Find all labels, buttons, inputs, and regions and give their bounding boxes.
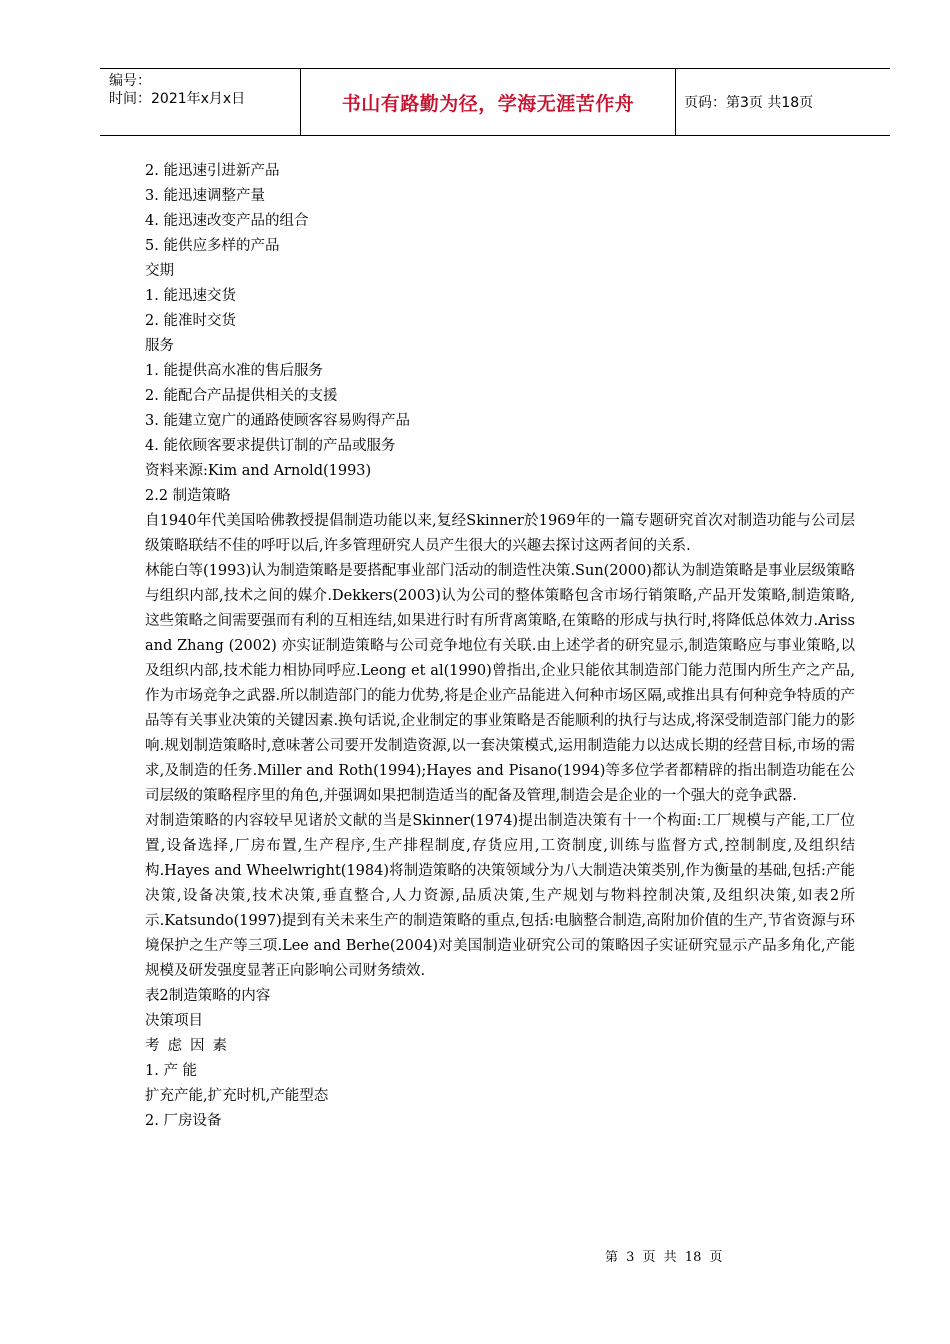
text-line: 4. 能依顾客要求提供订制的产品或服务 bbox=[145, 438, 396, 454]
section-label-service: 服务 bbox=[145, 338, 174, 354]
text-line: 1. 能迅速交货 bbox=[145, 288, 236, 304]
time-label: 时间：2021年x月x日 bbox=[109, 91, 246, 107]
document-body bbox=[145, 159, 855, 1134]
paragraph: 自1940年代美国哈佛教授提倡制造功能以来,复经Skinner於1969年的一篇专题研究首次对制造功能与公司层级策略联结不佳的呼吁以后,许多管理研究人员产生很大的兴趣去探讨这两者间的关系. bbox=[145, 513, 855, 554]
text-line: 2. 能配合产品提供相关的支援 bbox=[145, 388, 338, 404]
source-citation: 资料来源:Kim and Arnold(1993) bbox=[145, 463, 372, 479]
table-item: 1. 产 能 bbox=[145, 1063, 198, 1079]
paragraph: 林能白等(1993)认为制造策略是要搭配事业部门活动的制造性决策.Sun(2000)都认为制造策略是事业层级策略与组织内部,技术之间的媒介.Dekkers(2003)认为公司的整体策略包含市场行销策略,产品开发策略,制造策略,这些策略之间需要强而有利的互相连结,如果进行时有所背离策略,在策略的形成与执行时,将降低总体效力.Ariss and Zhang (2002) 亦实证制造策略与公司竞争地位有关联.由上述学者的研究显示,制造策略应与事业策略,以及组织内部,技术能力相协同呼应.Leong et al(1990)曾指出,企业只能依其制造部门能力范围内所生产之产品,作为市场竞争之武器.所以制造部门的能力优势,将是企业产品能进入何种市场区隔,或推出具有何种竞争特质的产品等有关事业决策的关键因素.换句话说,企业制定的事业策略是否能顺利的执行与达成,将深受制造部门能力的影响.规划制造策略时,意味著公司要开发制造资源,以一套决策模式,运用制造能力以达成长期的经营目标,市场的需求,及制造的任务.Miller and Roth(1994);Hayes and Pisano(1994)等多位学者都精辟的指出制造功能在公司层级的策略程序里的角色,并强调如果把制造适当的配备及管理,制造会是企业的一个强大的竞争武器. bbox=[145, 563, 855, 804]
table-column-header: 考虑因素 bbox=[145, 1038, 235, 1054]
table-item-factors: 扩充产能,扩充时机,产能型态 bbox=[145, 1088, 329, 1104]
text-line: 5. 能供应多样的产品 bbox=[145, 238, 280, 254]
text-line: 2. 能准时交货 bbox=[145, 313, 236, 329]
text-line: 2. 能迅速引进新产品 bbox=[145, 163, 280, 179]
paragraph: 对制造策略的内容较早见诸於文献的当是Skinner(1974)提出制造决策有十一个构面:工厂规模与产能,工厂位置,设备选择,厂房布置,生产程序,生产排程制度,存货应用,工资制度,训练与监督方式,控制制度,及组织结构.Hayes and Wheelwright(1984)将制造策略的决策领域分为八大制造决策类别,作为衡量的基础,包括:产能决策,设备决策,技术决策,垂直整合,人力资源,品质决策,生产规划与物料控制决策,及组织决策,如表2所示.Katsundo(1997)提到有关未来生产的制造策略的重点,包括:电脑整合制造,高附加价值的生产,节省资源与环境保护之生产等三项.Lee and Berhe(2004)对美国制造业研究公司的策略因子实证研究显示产品多角化,产能规模及研发强度显著正向影响公司财务绩效. bbox=[145, 813, 855, 979]
table-item: 2. 厂房设备 bbox=[145, 1113, 222, 1129]
table-column-header: 决策项目 bbox=[145, 1013, 203, 1029]
page-header bbox=[100, 68, 890, 136]
text-line: 3. 能迅速调整产量 bbox=[145, 188, 265, 204]
serial-label: 编号： bbox=[109, 73, 151, 89]
header-motto: 书山有路勤为径，学海无涯苦作舟 bbox=[301, 69, 676, 135]
section-heading: 2.2 制造策略 bbox=[145, 488, 231, 504]
text-line: 1. 能提供高水准的售后服务 bbox=[145, 363, 323, 379]
text-line: 3. 能建立宽广的通路使顾客容易购得产品 bbox=[145, 413, 410, 429]
header-page-info: 页码：第3页 共18页 bbox=[684, 95, 814, 111]
page-footer: 第 3 页 共 18 页 bbox=[605, 1250, 723, 1265]
section-label-delivery: 交期 bbox=[145, 263, 174, 279]
header-meta bbox=[100, 69, 301, 135]
table-title: 表2制造策略的内容 bbox=[145, 988, 271, 1004]
text-line: 4. 能迅速改变产品的组合 bbox=[145, 213, 309, 229]
